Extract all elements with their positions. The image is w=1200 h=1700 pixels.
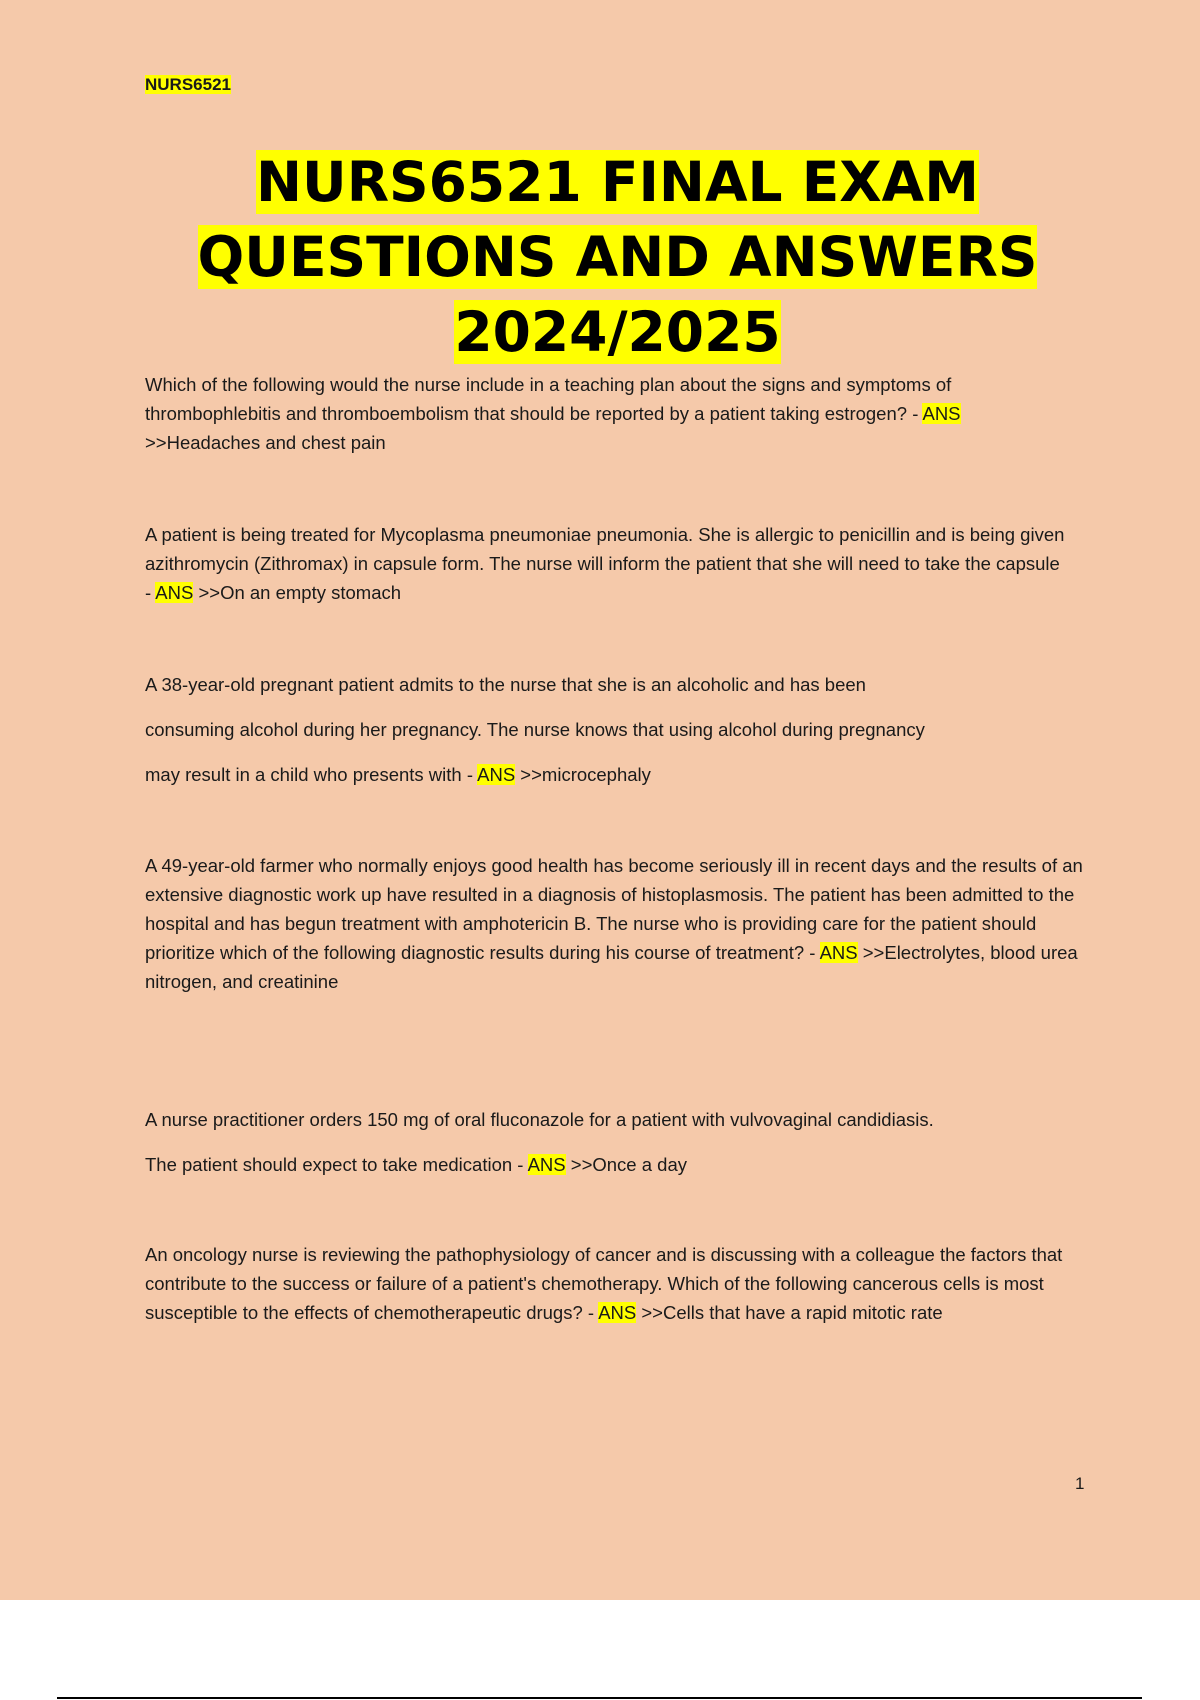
answer-marker: ANS <box>477 764 516 785</box>
question-text: A nurse practitioner orders 150 mg of oral fluconazole for a patient with vulvovaginal candidiasis. The patient should expect to take medication - <box>145 1109 934 1175</box>
qa-item <box>145 851 1095 996</box>
question-text: Which of the following would the nurse include in a teaching plan about the signs and symptoms of thrombophlebitis and thromboembolism that should be reported by a patient taking estrogen? - <box>145 374 952 424</box>
qa-item <box>145 370 1065 457</box>
answer-marker: ANS <box>819 942 858 963</box>
qa-item <box>145 662 945 797</box>
running-header <box>145 74 231 96</box>
divider-line <box>57 1697 1142 1699</box>
answer-marker: ANS <box>527 1154 566 1175</box>
answer-text: >>Electrolytes, blood urea nitrogen, and creatinine <box>145 942 1078 992</box>
answer-text: >>On an empty stomach <box>193 582 402 603</box>
answer-text: >>Headaches and chest pain <box>145 432 386 453</box>
qa-item <box>145 1240 1075 1327</box>
page-number: 1 <box>1075 1474 1085 1493</box>
question-text: An oncology nurse is reviewing the pathophysiology of cancer and is discussing with a colleague the factors that contribute to the success or failure of a patient's chemotherapy. Which of the following cancerous cells is most susceptible to the effects of chemotherapeutic drugs? - <box>145 1244 1063 1323</box>
answer-marker: ANS <box>922 403 961 424</box>
answer-text: >>microcephaly <box>515 764 651 785</box>
answer-text: >>Cells that have a rapid mitotic rate <box>636 1302 943 1323</box>
answer-text: >>Once a day <box>565 1154 687 1175</box>
running-header-text: NURS6521 <box>145 75 231 94</box>
question-text: A 38-year-old pregnant patient admits to the nurse that she is an alcoholic and has been consuming alcohol during her pregnancy. The nurse knows that using alcohol during pregnancy may result in a child who presents with - <box>145 674 925 785</box>
qa-item <box>145 1097 945 1187</box>
answer-marker: ANS <box>155 582 194 603</box>
question-text: A 49-year-old farmer who normally enjoys good health has become seriously ill in recent days and the results of an extensive diagnostic work up have resulted in a diagnosis of histoplasmosis. The patient has been admitted to the hospital and has begun treatment with amphotericin B. The nurse who is providing care for the patient should prioritize which of the following diagnostic results during his course of treatment? - <box>145 855 1083 963</box>
question-text: A patient is being treated for Mycoplasma pneumoniae pneumonia. She is allergic to penicillin and is being given azithromycin (Zithromax) in capsule form. The nurse will inform the patient that she will need to take the capsule - <box>145 524 1065 603</box>
title-line-1: NURS6521 FINAL EXAM <box>256 150 979 214</box>
title-line-3: 2024/2025 <box>454 300 781 364</box>
title-line-2: QUESTIONS AND ANSWERS <box>197 225 1038 289</box>
answer-marker: ANS <box>598 1302 637 1323</box>
qa-item <box>145 520 1065 607</box>
document-title <box>120 145 1115 370</box>
